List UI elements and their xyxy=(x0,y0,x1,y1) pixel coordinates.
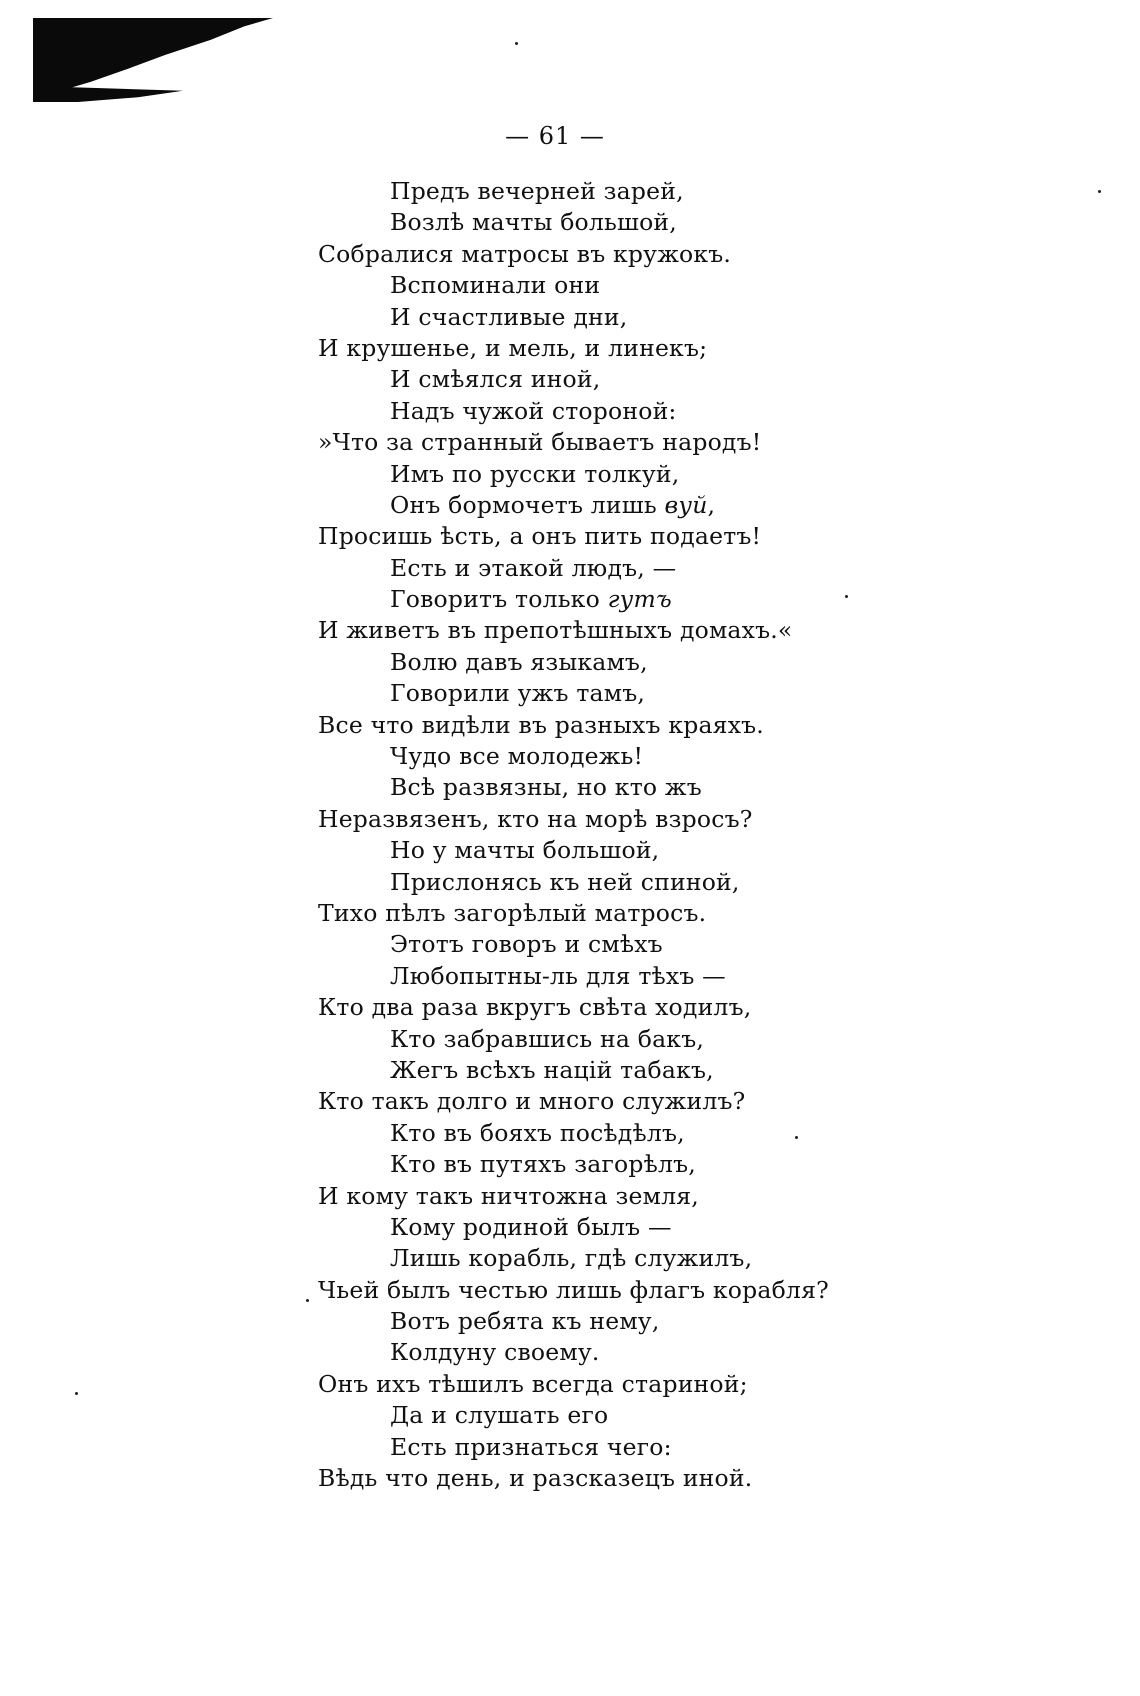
poem-line: Кто два раза вкругъ свѣта ходилъ, xyxy=(318,993,752,1022)
poem-line: Но у мачты большой, xyxy=(390,836,660,865)
poem-line: Имъ по русски толкуй, xyxy=(390,459,680,488)
poem-line: Волю давъ языкамъ, xyxy=(390,647,648,676)
print-speck xyxy=(845,595,848,598)
poem-line: Просишь ѣсть, а онъ пить подаетъ! xyxy=(318,522,762,551)
poem-line: И кому такъ ничтожна земля, xyxy=(318,1181,699,1210)
poem-line: Надъ чужой стороной: xyxy=(390,396,677,425)
poem-line: Все что видѣли въ разныхъ краяхъ. xyxy=(318,710,764,739)
poem-line-text: , xyxy=(707,490,716,519)
poem-line: Лишь корабль, гдѣ служилъ, xyxy=(390,1244,753,1273)
print-speck xyxy=(515,42,518,45)
poem-line: Вспоминали они xyxy=(390,271,601,300)
poem-line: Предъ вечерней зарей, xyxy=(390,177,684,205)
poem-line: Прислонясь къ ней спиной, xyxy=(390,867,740,896)
poem-line: И живетъ въ препотѣшныхъ домахъ.« xyxy=(318,616,793,645)
ink-blot-streak xyxy=(33,86,183,102)
poem-line: Кто такъ долго и много служилъ? xyxy=(318,1087,746,1116)
poem-line-text: Онъ бормочетъ лишь xyxy=(390,490,665,519)
print-speck xyxy=(75,1392,78,1395)
poem-line: »Что за странный бываетъ народъ! xyxy=(318,428,762,457)
poem-line: Этотъ говоръ и смѣхъ xyxy=(390,930,663,959)
poem-line: И смѣялся иной, xyxy=(390,365,601,394)
poem-line-text: Говоритъ только xyxy=(390,585,608,614)
poem-line: Собралися матросы въ кружокъ. xyxy=(318,239,732,268)
poem-line: И счастливые дни, xyxy=(390,302,628,331)
poem-line xyxy=(318,490,829,521)
page-number: — 61 — xyxy=(505,122,605,150)
poem-line: Колдуну своему. xyxy=(390,1338,600,1367)
print-speck xyxy=(1098,190,1101,193)
poem-line: Вѣдь что день, и разсказецъ иной. xyxy=(318,1464,753,1493)
poem-line: Есть и этакой людъ, — xyxy=(390,553,677,582)
poem-line: Да и слушать его xyxy=(390,1401,609,1430)
poem-line: Кто забравшись на бакъ, xyxy=(390,1024,705,1053)
poem-line: Неразвязенъ, кто на морѣ взросъ? xyxy=(318,804,753,833)
print-speck xyxy=(306,1299,309,1302)
poem-line: Жегъ всѣхъ націй табакъ, xyxy=(390,1055,714,1084)
poem-text xyxy=(318,176,829,1494)
poem-line: Кто въ бояхъ посѣдѣлъ, xyxy=(390,1118,685,1147)
poem-line: Всѣ развязны, но кто жъ xyxy=(390,773,702,802)
poem-line: Вотъ ребята къ нему, xyxy=(390,1307,660,1336)
poem-line: И крушенье, и мель, и линекъ; xyxy=(318,333,708,362)
poem-line: Любопытны-ль для тѣхъ — xyxy=(390,961,726,990)
poem-line: Тихо пѣлъ загорѣлый матросъ. xyxy=(318,898,707,927)
poem-line: Есть признаться чего: xyxy=(390,1432,672,1461)
poem-line: Кто въ путяхъ загорѣлъ, xyxy=(390,1150,696,1179)
poem-line: Онъ ихъ тѣшилъ всегда стариной; xyxy=(318,1369,748,1398)
poem-line: Возлѣ мачты большой, xyxy=(390,208,677,237)
poem-line: Кому родиной былъ — xyxy=(390,1212,672,1241)
poem-line-italic-word: гутъ xyxy=(607,585,672,614)
poem-line xyxy=(318,584,829,615)
poem-line: Чудо все молодежь! xyxy=(390,742,644,771)
poem-line: Чьей былъ честью лишь флагъ корабля? xyxy=(318,1275,829,1304)
poem-line-italic-word: вуй xyxy=(664,490,708,519)
poem-line: Говорили ужъ тамъ, xyxy=(390,679,646,708)
